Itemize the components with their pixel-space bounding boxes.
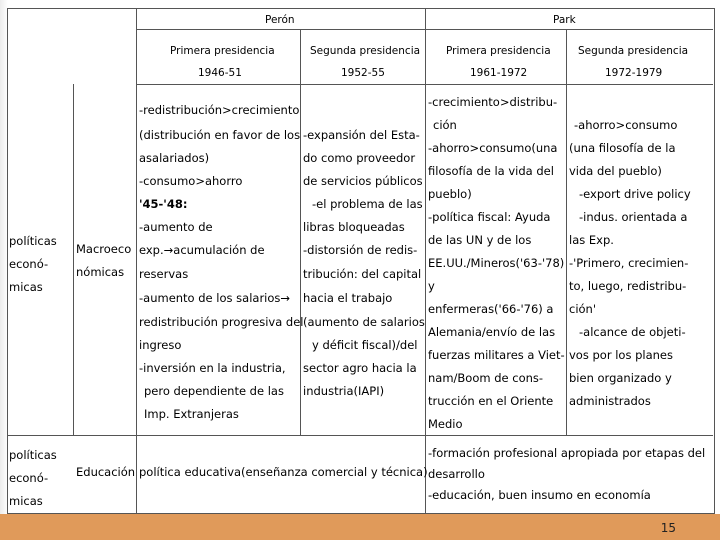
col-line-park-mid [566, 29, 567, 435]
peron1-line: -aumento de [139, 220, 213, 234]
peron2-line: hacia el trabajo [303, 291, 393, 305]
row2-label-line: políticas [9, 448, 57, 462]
peron2-line: (aumento de salarios [303, 315, 425, 329]
row1-sub-line: nómicas [76, 265, 125, 279]
row2-peron-text: política educativa(enseñanza comercial y técnica) [139, 465, 428, 479]
peron1-line: -redistribución>crecimiento [139, 103, 300, 117]
peron1-line: ingreso [139, 338, 182, 352]
peron1-line: (distribución en favor de los [139, 128, 301, 142]
park1-line: -crecimiento>distribu- [428, 95, 558, 109]
peron2-line: do como proveedor [303, 151, 416, 165]
peron2-line: y déficit fiscal)/del [312, 338, 418, 352]
park2-line: las Exp. [569, 233, 614, 247]
peron1-line: reservas [139, 267, 189, 281]
header-year-2: 1952-55 [341, 67, 385, 79]
header-year-4: 1972-1979 [605, 67, 663, 79]
row2-label-line: econó- [9, 471, 49, 485]
row2-park-line: desarrollo [428, 467, 485, 481]
peron1-line: -inversión en la industria, [139, 361, 286, 375]
col-line-peron-park [425, 8, 426, 513]
park1-line: de las UN y de los [428, 233, 532, 247]
col-line-sub [136, 8, 137, 513]
row2-sub: Educación [76, 465, 136, 479]
col-line-peron-mid [300, 29, 301, 435]
peron2-line: de servicios públicos [303, 174, 423, 188]
row-divider [7, 435, 713, 436]
park1-line: filosofía de la vida del [428, 164, 554, 178]
peron1-line: redistribución progresiva del [139, 315, 304, 329]
header-period-2: Segunda presidencia [310, 45, 421, 57]
park2-line: -alcance de objeti- [579, 325, 686, 339]
park2-line: (una filosofía de la [569, 141, 676, 155]
header-period-4: Segunda presidencia [578, 45, 689, 57]
park1-line: -política fiscal: Ayuda [428, 210, 551, 224]
park1-line: nam/Boom de cons- [428, 371, 544, 385]
park1-line: pueblo) [428, 187, 472, 201]
park2-line: to, luego, redistribu- [569, 279, 687, 293]
peron1-line: Imp. Extranjeras [144, 407, 239, 421]
park2-line: -export drive policy [579, 187, 691, 201]
row1-sub-line: Macroeco [76, 242, 132, 256]
footer-bar [0, 514, 720, 540]
header-peron: Perón [265, 14, 295, 26]
row1-label-line: políticas [9, 234, 57, 248]
park1-line: Alemania/envío de las [428, 325, 556, 339]
row1-label-line: micas [9, 280, 43, 294]
park2-line: -indus. orientada a [579, 210, 688, 224]
park1-line: trucción en el Oriente [428, 394, 554, 408]
peron2-line: -expansión del Esta- [303, 128, 420, 142]
peron2-line: industria(IAPI) [303, 384, 385, 398]
peron2-line: -distorsión de redis- [303, 243, 418, 257]
header-period-1: Primera presidencia [170, 45, 275, 57]
peron1-line: exp.→acumulación de [139, 243, 265, 257]
park2-line: administrados [569, 394, 651, 408]
park1-line: -ahorro>consumo(una [428, 141, 558, 155]
peron2-line: sector agro hacia la [303, 361, 417, 375]
row2-label-line: micas [9, 494, 43, 508]
peron1-line: -aumento de los salarios→ [139, 291, 291, 305]
col-line-label [73, 84, 74, 435]
park2-line: vida del pueblo) [569, 164, 662, 178]
park2-line: -'Primero, crecimien- [569, 256, 689, 270]
park1-line: fuerzas militares a Viet- [428, 348, 565, 362]
header-year-3: 1961-1972 [470, 67, 528, 79]
park2-line: bien organizado y [569, 371, 672, 385]
park1-line: Medio [428, 417, 463, 431]
peron1-line: pero dependiente de las [144, 384, 284, 398]
peron2-line: tribución: del capital [303, 267, 422, 281]
park2-line: -ahorro>consumo [574, 118, 678, 132]
header-period-3: Primera presidencia [446, 45, 551, 57]
park1-line: EE.UU./Mineros('63-'78) [428, 256, 565, 270]
peron1-line: '45-'48: [139, 197, 188, 211]
row1-label-line: econó- [9, 257, 49, 271]
park2-line: vos por los planes [569, 348, 673, 362]
row2-park-line: -formación profesional apropiada por etapas del [428, 446, 706, 460]
header-year-1: 1946-51 [198, 67, 242, 79]
header-park: Park [553, 14, 576, 26]
peron2-line: libras bloqueadas [303, 220, 405, 234]
peron1-line: asalariados) [139, 151, 210, 165]
row2-park-line: -educación, buen insumo en economía [428, 488, 651, 502]
page-number: 15 [660, 521, 676, 535]
park1-line: y [428, 279, 435, 293]
park1-line: ción [433, 118, 457, 132]
peron2-line: -el problema de las [312, 197, 423, 211]
park1-line: enfermeras('66-'76) a [428, 302, 554, 316]
peron1-line: -consumo>ahorro [139, 174, 243, 188]
park2-line: ción' [569, 302, 597, 316]
